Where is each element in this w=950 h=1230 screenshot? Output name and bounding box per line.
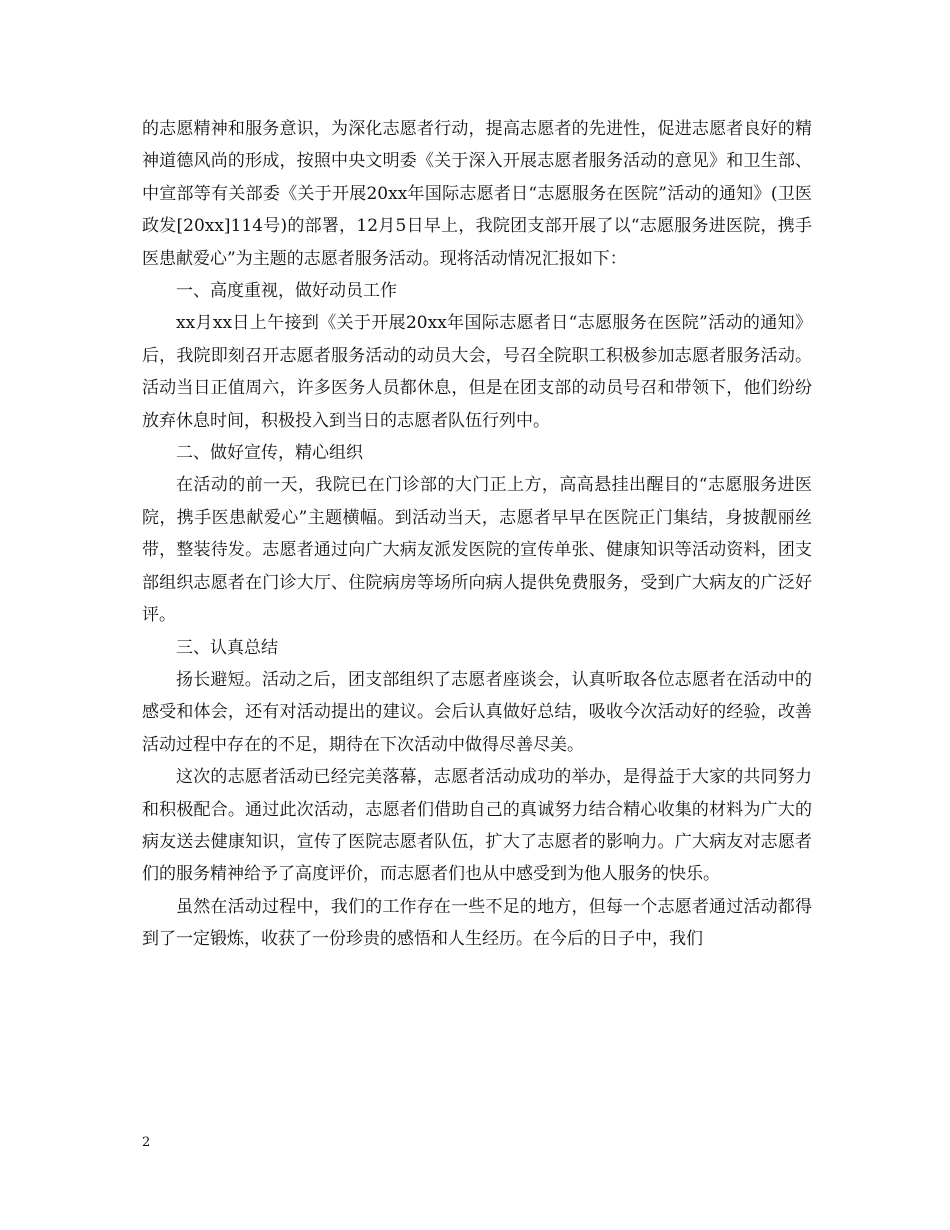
paragraph-continuation: 的志愿精神和服务意识，为深化志愿者行动，提高志愿者的先进性，促进志愿者良好的精神道德风尚的形成，按照中央文明委《关于深入开展志愿者服务活动的意见》和卫生部、中宣部等有关部委《关于开展20xx年国际志愿者日“志愿服务在医院”活动的通知》(卫医政发[20xx]114号)的部署，12月5日早上，我院团支部开展了以“志愿服务进医院，携手医患献爱心”为主题的志愿者服务活动。现将活动情况汇报如下：: [142, 119, 812, 269]
section-heading-3: 三、认真总结: [176, 637, 278, 658]
paragraph: 虽然在活动过程中，我们的工作存在一些不足的地方，但每一个志愿者通过活动都得到了一定锻炼，收获了一份珍贵的感悟和人生经历。在今后的日子中，我们: [142, 896, 812, 950]
paragraph: xx月xx日上午接到《关于开展20xx年国际志愿者日“志愿服务在医院”活动的通知》后，我院即刻召开志愿者服务活动的动员大会，号召全院职工积极参加志愿者服务活动。活动当日正值周六，许多医务人员都休息，但是在团支部的动员号召和带领下，他们纷纷放弃休息时间，积极投入到当日的志愿者队伍行列中。: [142, 313, 812, 431]
section-heading-1: 一、高度重视，做好动员工作: [176, 281, 397, 302]
paragraph: 这次的志愿者活动已经完美落幕，志愿者活动成功的举办，是得益于大家的共同努力和积极配合。通过此次活动，志愿者们借助自己的真诚努力结合精心收集的材料为广大的病友送去健康知识，宣传了医院志愿者队伍，扩大了志愿者的影响力。广大病友对志愿者们的服务精神给予了高度评价，而志愿者们也从中感受到为他人服务的快乐。: [142, 767, 812, 885]
section-heading-2: 二、做好宣传，精心组织: [176, 443, 363, 464]
paragraph: 扬长避短。活动之后，团支部组织了志愿者座谈会，认真听取各位志愿者在活动中的感受和体会，还有对活动提出的建议。会后认真做好总结，吸收今次活动好的经验，改善活动过程中存在的不足，期待在下次活动中做得尽善尽美。: [142, 669, 812, 755]
page-number: 2: [142, 1135, 151, 1150]
body-text: [142, 113, 812, 956]
paragraph: 在活动的前一天，我院已在门诊部的大门正上方，高高悬挂出醒目的“志愿服务进医院，携手医患献爱心”主题横幅。到活动当天，志愿者早早在医院正门集结，身披靓丽丝带，整装待发。志愿者通过向广大病友派发医院的宣传单张、健康知识等活动资料，团支部组织志愿者在门诊大厅、住院病房等场所向病人提供免费服务，受到广大病友的广泛好评。: [142, 475, 812, 626]
